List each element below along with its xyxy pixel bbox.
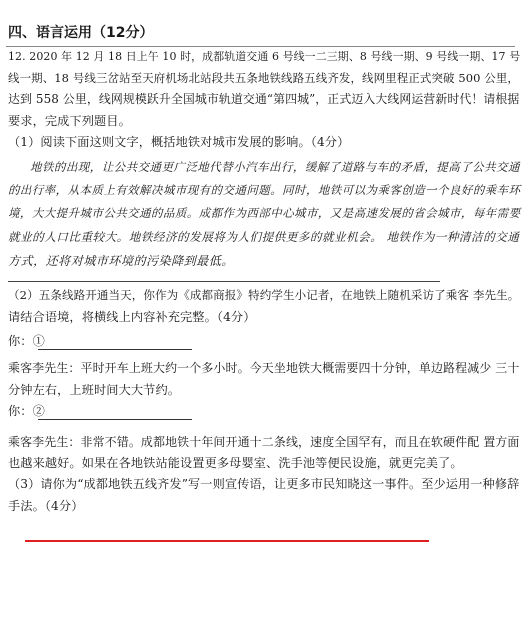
you-question-2: 你：② bbox=[8, 404, 45, 418]
answer-blank-2[interactable] bbox=[38, 419, 192, 420]
section-heading: 四、语言运用（12分） bbox=[8, 25, 154, 41]
part1-answer-line bbox=[8, 281, 440, 282]
heading-divider bbox=[6, 46, 515, 47]
q12-intro-line: 12. 2020 年 12 月 18 日上午 10 时，成都轨道交通 6 号线一二三期、8 号线一期、9 号线一期、17 号 bbox=[8, 50, 521, 63]
q12-intro-line: 线一期、18 号线三岔站至天府机场北站段共五条地铁线路五线齐发，线网里程正式突破 500 公里， bbox=[8, 71, 519, 85]
part3-answer-line[interactable] bbox=[25, 540, 429, 542]
reply-line: 分钟左右，上班时间大大节约。 bbox=[8, 383, 181, 397]
you-question-1: 你：① bbox=[8, 334, 45, 348]
q12-intro-line: 达到 558 公里，线网规模跃升全国城市轨道交通“第四城”，正式迈入大线网运营新时代！请根据 bbox=[8, 92, 520, 106]
part1-prompt: （1）阅读下面这则文字，概括地铁对城市发展的影响。（4分） bbox=[8, 135, 350, 149]
part3-prompt-line: （3）请你为“成都地铁五线齐发”写一则宣传语，让更多市民知晓这一事件。至少运用一种修辞 bbox=[8, 477, 520, 491]
reply-line: 乘客李先生：非常不错。成都地铁十年间开通十二条线，速度全国罕有，而且在软硬件配 置方面 bbox=[8, 435, 520, 449]
answer-blank-1[interactable] bbox=[38, 349, 192, 350]
reply-line: 也越来越好。如果在各地铁站能设置更多母婴室、洗手池等便民设施，就更完美了。 bbox=[8, 456, 463, 470]
part2-prompt-line: 请结合语境，将横线上内容补充完整。（4分） bbox=[8, 310, 256, 324]
passage-line: 方式，还将对城市环境的污染降到最低。 bbox=[8, 254, 234, 268]
passage-line: 就业的人口比重较大。地铁经济的发展将为人们提供更多的就业机会。 地铁作为一种清洁的交通 bbox=[8, 230, 520, 244]
q12-intro-line: 要求，完成下列题目。 bbox=[8, 114, 131, 128]
passage-line: 的出行率，从本质上有效解决城市现有的交通问题。同时，地铁可以为乘客创造一个良好的乘车环 bbox=[8, 183, 521, 197]
reply-line: 乘客李先生：平时开车上班大约一个多小时。今天坐地铁大概需要四十分钟，单边路程减少 三十 bbox=[8, 361, 520, 375]
part3-prompt-line: 手法。（4分） bbox=[8, 499, 84, 513]
passage-line: 地铁的出现，让公共交通更广泛地代替小汽车出行，缓解了道路与车的矛盾，提高了公共交通 bbox=[30, 160, 520, 174]
passage-line: 境，大大提升城市公共交通的品质。成都作为西部中心城市，又是高速发展的省会城市，每年需要 bbox=[8, 206, 521, 220]
part2-prompt-line: （2）五条线路开通当天，你作为《成都商报》特约学生小记者，在地铁上随机采访了乘客 李先生。 bbox=[8, 288, 520, 302]
